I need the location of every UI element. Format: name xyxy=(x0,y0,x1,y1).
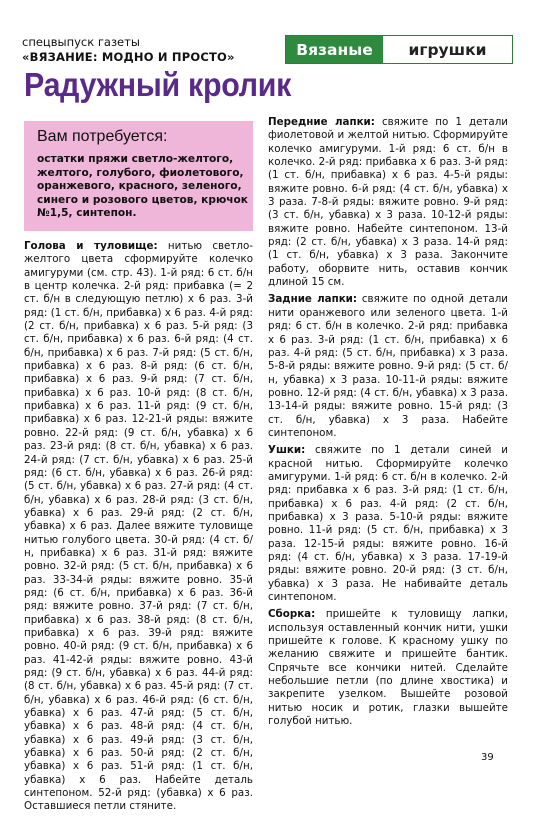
magazine-header xyxy=(22,35,235,65)
section-ears xyxy=(268,444,508,604)
category-label-b: игрушки xyxy=(383,36,512,63)
section-heading: Голова и туловище: xyxy=(24,240,158,252)
category-banner xyxy=(285,35,513,64)
section-assembly xyxy=(268,608,508,728)
article-title: Радужный кролик xyxy=(24,66,292,103)
page-number: 39 xyxy=(481,752,494,763)
header-line1: спецвыпуск газеты xyxy=(22,35,140,49)
section-text: свяжите по одной детали нити оранжевого или зеленого цвета. 1-й ряд: 6 ст. б/н в колечко. 2-й ряд: прибавка x 6 раз. 3-й ряд: (1 ст. б/н, прибавка) x 6 раз. 4-й ряд: (5 ст. б/н, прибавка) x 3 раза. 5-8-й ряды: вяжите ровно. 9-й ряд: (5 ст. б/н, убавка) x 3 раза. 10-11-й ряды: вяжите ровно. 12-й ряд: (4 ст. б/н, убавка) x 3 раза. 13-14-й ряды: вяжите ровно. 15-й ряд: (3 ст. б/н, убавка) x 3 раза. Набейте синтепоном. xyxy=(268,293,508,439)
section-back-paws xyxy=(268,293,508,440)
section-heading: Передние лапки: xyxy=(268,116,375,128)
section-heading: Сборка: xyxy=(268,608,316,621)
text-column-right xyxy=(268,116,508,732)
materials-box xyxy=(24,121,253,231)
section-heading: Ушки: xyxy=(268,444,306,457)
materials-heading: Вам потребуется: xyxy=(37,128,168,145)
section-text: свяжите по 1 детали фиолетовой и желтой нитью. Сформируйте колечко амигуруми. 1-й ряд: 6 ст. б/н в колечко. 2-й ряд: прибавка x 6 раз. 3-й ряд: (1 ст. б/н, прибавка) x 6 раз. 4-5-й ряды: вяжите ровно. 6-й ряд: (4 ст. б/н, убавка) x 3 раза. 7-8-й ряды: вяжите ровно. 9-й ряд: (3 ст. б/н, убавка) x 3 раза. 10-12-й ряды: вяжите ровно. Набейте синтепоном. 13-й ряд: (2 ст. б/н, убавка) x 3 раза. 14-й ряд: (1 ст. б/н, убавка) x 3 раза. Закончите работу, оборвите нить, оставив кончик длиной 15 см. xyxy=(268,116,508,289)
section-text: свяжите по 1 детали синей и красной нитью. Сформируйте колечко амигуруми. 1-й ряд: 6 ст. б/н в колечко. 2-й ряд: прибавка x 6 раз. 3-й ряд: (1 ст. б/н, прибавка) x 6 раз. 4-й ряд: (2 ст. б/н, прибавка) x 3 раза. 5-10-й ряды: вяжите ровно. 11-й ряд: (5 ст. б/н, прибавка) x 3 раза. 12-15-й ряды: вяжите ровно. 16-й ряд: (4 ст. б/н, убавка) x 3 раза. 17-19-й ряды: вяжите ровно. 20-й ряд: (3 ст. б/н, убавка) x 3 раза. Не набивайте деталь синтепоном. xyxy=(268,444,508,604)
section-text: нитью светло-желтого цвета сформируйте колечко амигуруми (см. стр. 43). 1-й ряд: 6 ст. б/н в центр колечка. 2-й ряд: прибавка (= 2 ст. б/н в следующую петлю) x 6 раз. 3-й ряд: (1 ст. б/н, прибавка) x 6 раз. 4-й ряд: (2 ст. б/н, прибавка) x 6 раз. 5-й ряд: (3 ст. б/н, прибавка) x 6 раз. 6-й ряд: (4 ст. б/н, прибавка) x 6 раз. 7-й ряд: (5 ст. б/н, прибавка) x 6 раз. 8-й ряд: (6 ст. б/н, прибавка) x 6 раз. 9-й ряд: (7 ст. б/н, прибавка) x 6 раз. 10-й ряд: (8 ст. б/н, прибавка) x 6 раз. 11-й ряд: (9 ст. б/н, прибавка) x 6 раз. 12-21-й ряды: вяжите ровно. 22-й ряд: (9 ст. б/н, убавка) x 6 раз. 23-й ряд: (8 ст. б/н, убавка) x 6 раз. 24-й ряд: (7 ст. б/н, убавка) x 6 раз. 25-й ряд: (6 ст. б/н, убавка) x 6 раз. 26-й ряд: (5 ст. б/н, убавка) x 6 раз. 27-й ряд: (4 ст. б/н, убавка) x 6 раз. 28-й ряд: (3 ст. б/н, убавка) x 6 раз. 29-й ряд: (2 ст. б/н, убавка) x 6 раз. Далее вяжите туловище нитью голубого цвета. 30-й ряд: (4 ст. б/н, прибавка) x 6 раз. 31-й ряд: вяжите ровно. 32-й ряд: (5 ст. б/н, прибавка) x 6 раз. 33-34-й ряды: вяжите ровно. 35-й ряд: (6 ст. б/н, прибавка) x 6 раз. 36-й ряд: вяжите ровно. 37-й ряд: (7 ст. б/н, прибавка) x 6 раз. 38-й ряд: (8 ст. б/н, прибавка) x 6 раз. 39-й ряд: вяжите ровно. 40-й ряд: (9 ст. б/н, прибавка) x 6 раз. 41-42-й ряды: вяжите ровно. 43-й ряд: (9 ст. б/н, убавка) x 6 раз. 44-й ряд: (8 ст. б/н, убавка) x 6 раз. 45-й ряд: (7 ст. б/н, убавка) x 6 раз. 46-й ряд: (6 ст. б/н, убавка) x 6 раз. 47-й ряд: (5 ст. б/н, убавка) x 6 раз. 48-й ряд: (4 ст. б/н, убавка) x 6 раз. 49-й ряд: (3 ст. б/н, убавка) x 6 раз. 50-й ряд: (2 ст. б/н, убавка) x 6 раз. 51-й ряд: (1 ст. б/н, убавка) x 6 раз. Набейте деталь синтепоном. 52-й ряд: (убавка) x 6 раз. Оставшиеся петли стяните. xyxy=(24,240,253,813)
text-column-left xyxy=(24,240,253,818)
category-label-a: Вязаные xyxy=(286,36,383,63)
section-front-paws xyxy=(268,116,508,289)
section-heading: Задние лапки: xyxy=(268,293,358,306)
section-text: пришейте к туловищу лапки, используя оставленный кончик нити, ушки пришейте к голове. К красному ушку по желанию свяжите и пришейте бантик. Спрячьте все кончики нитей. Сделайте небольшие петли (по длине хвостика) и закрепите узелком. Вышейте розовой нитью носик и ротик, глазки вышейте голубой нитью. xyxy=(268,608,508,728)
materials-text: остатки пряжи светло-желтого, желтого, голубого, фиолетового, оранжевого, красного, зеленого, синего и розового цветов, крючок №1,5, синтепон. xyxy=(37,153,248,219)
section-head-body xyxy=(24,240,253,814)
header-line2: «ВЯЗАНИЕ: МОДНО И ПРОСТО» xyxy=(22,50,235,64)
